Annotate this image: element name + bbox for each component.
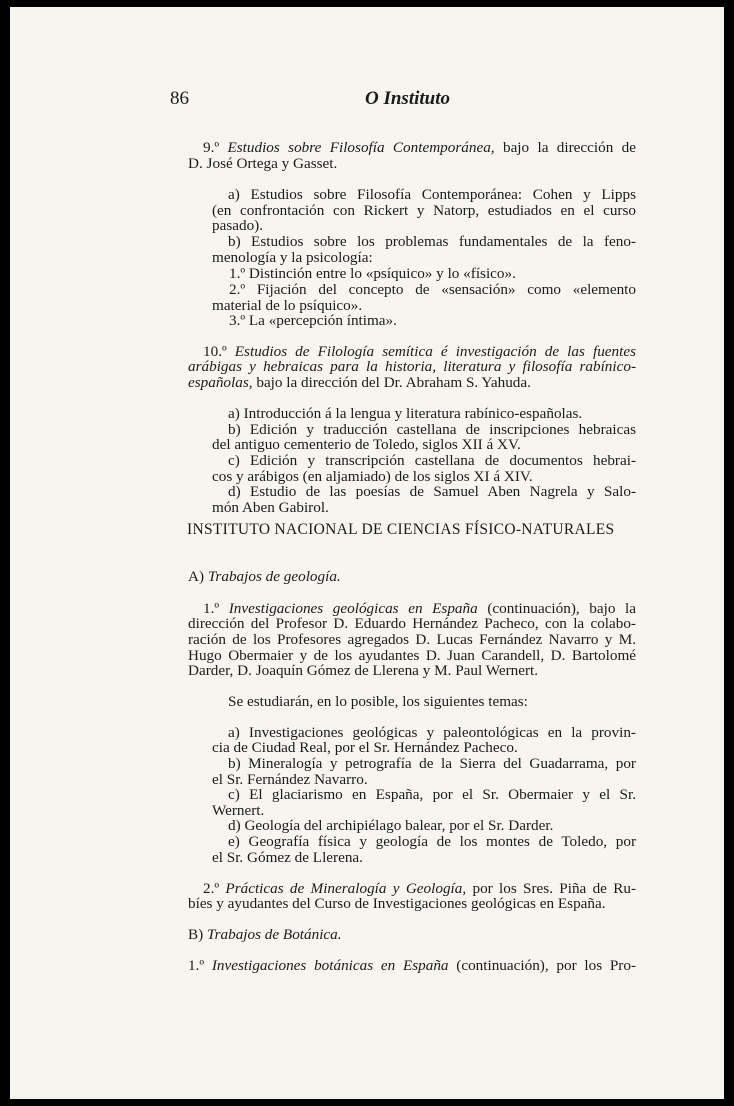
document-page: [10, 7, 724, 1099]
item9-b2-line2: material de lo psíquico».: [212, 297, 363, 314]
geo1-line3: ración de los Profesores agregados D. Lucas Fernández Navarro y M.: [188, 631, 636, 648]
item9-line2: D. José Ortega y Gasset.: [188, 155, 338, 172]
item10-b-line2: del antiguo cementerio de Toledo, siglos XII á XV.: [212, 436, 521, 453]
tema-d: d) Geología del archipiélago balear, por el Sr. Darder.: [228, 817, 554, 834]
geo1-line4: Hugo Obermaier y de los ayudantes D. Juan Carandell, D. Bartolomé: [188, 647, 636, 664]
subsection-b-heading: B) Trabajos de Botánica.: [188, 926, 342, 943]
item9-b-line1: b) Estudios sobre los problemas fundamentales de la feno-: [228, 233, 636, 250]
tema-e-line2: el Sr. Gómez de Llerena.: [212, 849, 363, 866]
item10-d-line2: món Aben Gabirol.: [212, 499, 329, 516]
item10-c-line1: c) Edición y transcripción castellana de documentos hebrai-: [228, 452, 636, 469]
tema-a-line1: a) Investigaciones geológicas y paleontológicas en la provin-: [228, 724, 636, 741]
item10-a: a) Introducción á la lengua y literatura rabínico-españolas.: [228, 405, 583, 422]
item9-b-line2: menología y la psicología:: [212, 249, 373, 266]
geo1-line5: Darder, D. Joaquín Gómez de Llerena y M. Paul Wernert.: [188, 662, 539, 679]
item9-b1: 1.º Distinción entre lo «psíquico» y lo «físico».: [229, 265, 516, 282]
tema-a-line2: cia de Ciudad Real, por el Sr. Hernández Pacheco.: [212, 739, 518, 756]
temas-intro: Se estudiarán, en lo posible, los siguientes temas:: [228, 693, 528, 710]
item10-line3: españolas, bajo la dirección del Dr. Abraham S. Yahuda.: [188, 374, 531, 391]
item9-a-line3: pasado).: [212, 217, 264, 234]
tema-c-line1: c) El glaciarismo en España, por el Sr. Obermaier y el Sr.: [228, 786, 636, 803]
botany1-title: Investigaciones botánicas en España: [211, 957, 449, 974]
page-number: 86: [170, 88, 189, 109]
item9-a-line1: a) Estudios sobre Filosofía Contemporánea: Cohen y Lipps: [228, 186, 636, 203]
geo1-title: Investigaciones geológicas en España: [228, 600, 478, 617]
geo1-line1: 1.º Investigaciones geológicas en España (continuación), bajo la: [203, 600, 637, 617]
geo1-line2: dirección del Profesor D. Eduardo Hernández Pacheco, con la colabo-: [188, 615, 636, 632]
botany1-line1: 1.º Investigaciones botánicas en España (continuación), por los Pro-: [188, 957, 636, 974]
item10-line1: 10.º Estudios de Filología semítica é investigación de las fuentes: [203, 343, 636, 360]
item10-c-line2: cos y arábigos (en aljamiado) de los siglos XI á XIV.: [212, 468, 533, 485]
item9-title: Estudios sobre Filosofía Contemporánea,: [227, 139, 495, 156]
geo2-title: Prácticas de Mineralogía y Geología,: [225, 880, 467, 897]
tema-b-line1: b) Mineralogía y petrografía de la Sierra del Guadarrama, por: [228, 755, 636, 772]
item9-b3: 3.º La «percepción íntima».: [229, 312, 397, 329]
item9-b2-line1: 2.º Fijación del concepto de «sensación» como «elemento: [229, 281, 636, 298]
geo2-line2: bíes y ayudantes del Curso de Investigaciones geológicas en España.: [188, 895, 606, 912]
subsection-a-heading: A) Trabajos de geología.: [188, 568, 341, 585]
item10-d-line1: d) Estudio de las poesías de Samuel Aben Nagrela y Salo-: [228, 483, 636, 500]
tema-e-line1: e) Geografía física y geología de los montes de Toledo, por: [228, 833, 636, 850]
item10-b-line1: b) Edición y traducción castellana de inscripciones hebraicas: [228, 421, 636, 438]
geo2-line1: 2.º Prácticas de Mineralogía y Geología, por los Sres. Piña de Ru-: [203, 880, 637, 897]
tema-b-line2: el Sr. Fernández Navarro.: [212, 771, 368, 788]
item10-title-line2: arábigas y hebraicas para la historia, literatura y filosofía rabínico-: [188, 358, 636, 375]
item9-a-line2: (en confrontación con Rickert y Natorp, estudiados en el curso: [212, 202, 636, 219]
tema-c-line2: Wernert.: [212, 802, 265, 819]
item9-line1: 9.º Estudios sobre Filosofía Contemporánea, bajo la dirección de: [203, 139, 637, 156]
running-title: O Instituto: [365, 88, 451, 109]
item10-title-line1: Estudios de Filología semítica é investigación de las fuentes: [234, 343, 636, 360]
section-heading: INSTITUTO NACIONAL DE CIENCIAS FÍSICO-NATURALES: [187, 521, 615, 538]
